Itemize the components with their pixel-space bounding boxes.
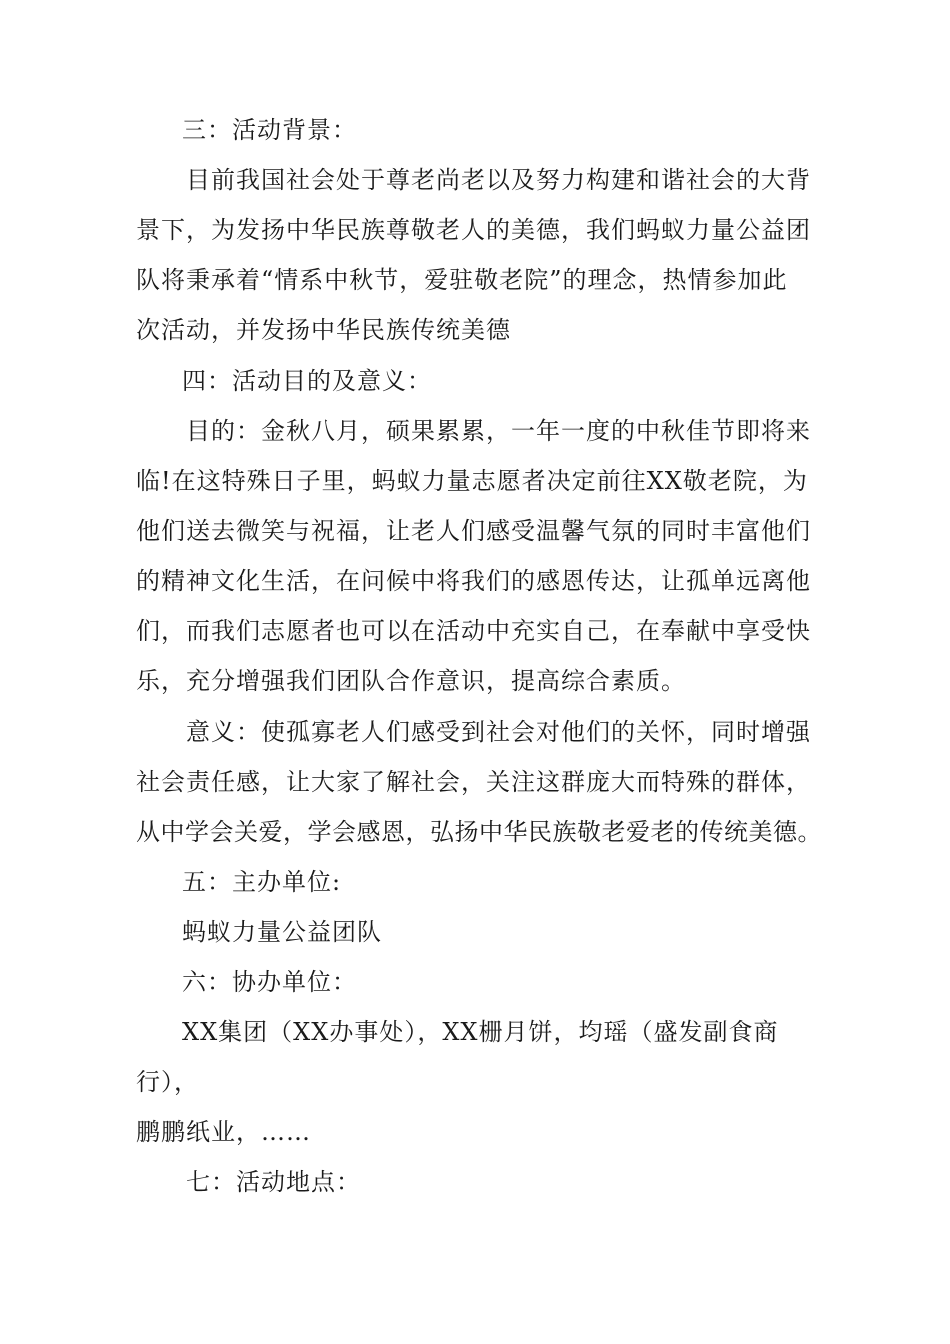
paragraph-line: 意义：使孤寡老人们感受到社会对他们的关怀，同时增强 bbox=[186, 718, 811, 746]
co-organizer-line: XX集团（XX办事处），XX栅月饼，均瑶（盛发副食商 bbox=[182, 1018, 779, 1046]
paragraph-line: 乐，充分增强我们团队合作意识，提高综合素质。 bbox=[136, 667, 686, 695]
co-organizer-line: 行）， bbox=[136, 1068, 199, 1096]
section-heading-purpose: 四：活动目的及意义： bbox=[182, 367, 432, 395]
paragraph-line: 社会责任感，让大家了解社会，关注这群庞大而特殊的群体， bbox=[136, 768, 811, 796]
section-heading-co-organizer: 六：协办单位： bbox=[182, 968, 357, 996]
paragraph-line: 目的：金秋八月，硕果累累，一年一度的中秋佳节即将来 bbox=[186, 417, 811, 445]
paragraph-line: 的精神文化生活，在问候中将我们的感恩传达，让孤单远离他 bbox=[136, 567, 811, 595]
organizer-name: 蚂蚁力量公益团队 bbox=[182, 918, 382, 946]
section-heading-background: 三：活动背景： bbox=[182, 116, 357, 144]
section-heading-organizer: 五：主办单位: bbox=[182, 868, 342, 896]
paragraph-line: 次活动，并发扬中华民族传统美德 bbox=[136, 316, 511, 344]
paragraph-line: 目前我国社会处于尊老尚老以及努力构建和谐社会的大背 bbox=[186, 166, 811, 194]
paragraph-line: 临!在这特殊日子里，蚂蚁力量志愿者决定前往XX敬老院，为 bbox=[136, 467, 808, 495]
paragraph-line: 队将秉承着“情系中秋节，爱驻敬老院”的理念，热情参加此 bbox=[136, 266, 788, 294]
paragraph-line: 们，而我们志愿者也可以在活动中充实自己，在奉献中享受快 bbox=[136, 617, 811, 645]
co-organizer-line: 鹏鹏纸业，…… bbox=[136, 1118, 311, 1146]
paragraph-line: 他们送去微笑与祝福，让老人们感受温馨气氛的同时丰富他们 bbox=[136, 517, 811, 545]
paragraph-line: 从中学会关爱，学会感恩，弘扬中华民族敬老爱老的传统美德。 bbox=[136, 818, 822, 846]
paragraph-line: 景下，为发扬中华民族尊敬老人的美德，我们蚂蚁力量公益团 bbox=[136, 216, 811, 244]
section-heading-location: 七：活动地点： bbox=[186, 1168, 361, 1196]
